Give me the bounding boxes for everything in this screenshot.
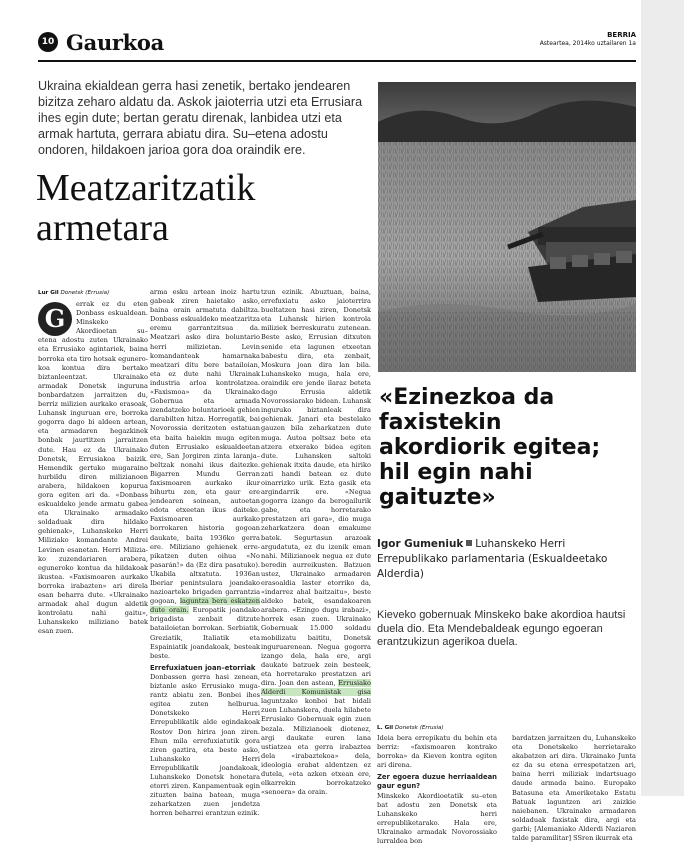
article-column-1 bbox=[38, 300, 148, 636]
article-photo bbox=[378, 82, 636, 372]
byline-place: Donetsk (Errusia) bbox=[60, 290, 110, 296]
dropcap-letter: G bbox=[38, 302, 72, 336]
article-column-2 bbox=[150, 288, 260, 818]
article-column-3 bbox=[261, 288, 371, 797]
interview-byline bbox=[377, 725, 444, 731]
headline-line-1: Meatzaritzatik bbox=[36, 167, 256, 209]
page-gutter bbox=[641, 0, 684, 796]
article-lead: Ukraina ekialdean gerra hasi zenetik, bertako jendearen bizitza zeharo aldatu da. Askok jaioterria utzi eta Errusiara ihes egin dute; bertan geratu direnak, lanbidea utzi eta armak hartuta, gerrara abiatu dira. Su–etena adostu ondoren, hildakoen jarioa gora doa oraindik ere. bbox=[38, 79, 363, 157]
column-2-part-a: arma esku artean inoiz hartu gabeak ziren haietako asko, baina orain armatuta dabiltza. Donbass eskualdeko meatzaritza eremu garrantzitsua da. Meatzari asko dira boluntario herri milizietan. Levin komandanteak hamarnaka meatzari ditu bere batailoian, eta ez dute nahi Ukrainak industria arloa kontrolatzea. «Faxismoa» da Ukrainako Gobernua eta armada izendatzeko boluntarioek gehien darabilten hitza. Horregatik, bai Novorossia deritzoten estatuan eta baita haiekin muga egiten duten Errusiako eskualdeetan ere, San Jorgiren zinta laranja–beltzak nonahi ikus daitezke. Bigarren Mundu Gerran faxismoaren aurkako ikur bihurtu zen, eta gaur ere jendearen soinean, autoetan edota etxeetan ikus daiteke. Faxismoaren aurkako borrokaren historia gogoan daukate, baita 1936ko gerra ere. Miliziano gehienek errepikatzen duten oihua «No pasarán!» da (Ez dira pasatuko). Ukabila altxatuta. 1936an Iberiar penintsulara joandako nazioarteko brigaden garrantzia gogoan, bbox=[150, 288, 260, 606]
interview-speaker bbox=[377, 537, 637, 582]
column-3-text bbox=[261, 288, 371, 797]
column-3-highlight: Errusiako Alderdi Komunistak gisa bbox=[261, 679, 371, 697]
article-headline bbox=[36, 168, 366, 248]
headline-line-2: armetara bbox=[36, 207, 169, 249]
square-bullet-icon bbox=[466, 540, 472, 546]
page-header bbox=[38, 30, 636, 58]
column-2-text bbox=[150, 288, 260, 661]
interview-column-2 bbox=[512, 734, 636, 843]
interview-byline-author: L. Gil bbox=[377, 725, 394, 731]
interview-question: Zer egoera duzue herriaaldean gaur egun? bbox=[377, 773, 497, 791]
article-byline bbox=[38, 290, 109, 296]
column-3-part-b: laguntzako konboi bat bidali zuen Luhanskera, duela hilabete Errusiako Gobernuak egin zuen bezala. Milizianoek diotenez, argi daukate euren lana ustiatzea eta gerra irabaztea dela «irabaztekoa» dela, ideologia erabat aldentzen ez dutela, «eta azken etxean ere, elkarrekin borrokatzeko «senoera» da orain. bbox=[261, 697, 371, 797]
column-2-part-b: Europatik joandako brigadista zenbait ditzute batailoietan borrokan. Serbiatik, Greziatik, Italiatik eta Espainiatik joandakoak, besteak beste. bbox=[150, 606, 260, 660]
column-3-part-a: tzun ezinik. Abuztuan, baina, errefuxiatu asko jaioterrira bueltatzen hasi ziren, Donetsk eta Luhansk hirien kontrola miliziek berreskuratu zutenean. Beste asko, Errusian ditxuten senide eta lagunen etxeetan babestu dira, eta zenbait, Moskura joan dira lan bila. Luhanskeko muga, hala ere, oraindik ere jende ilaraz beteta dago Errusia aldetik Novorossiarako bidean. Luhansk inguruko biztanleak dira gehienak. Janari eta bestelako gauzen bila zeharkatzen dute muga. Autoa poltsaz bete eta atzera etxerako bidea egiten dute. Luhansken saltoki gehienak itxita daude, eta hiriko zati handi batean ez dute oinarrizko urik. Ezta gasik eta argindarrik ere. «Negua gogorra izango da berogailurik gabe, eta horretarako prestatzen ari gara», dio muga zeharkatzera doan emakume batek. Segurtasun arazoak argudatuta, ez du izenik eman nahi. Milizianoek negua ez dute beredin aurreikusten. Batzuen ustez, Ukrainako armadaren erasoaldia laster etorriko da, «indarrez ahal baitzaitu», beste aldeko batek, esandakoaren arabera. «Ezingo dugu irabazi», horrek esan zuen. Ukrainako Gobernuak 15.000 soldadu mobilizatu baititu, Donetsk inguruarenean. Negua gogorra izango dela, hala ere, argi daukate batzuek zein besteek, eta horretarako prestatzen ari dira. Joan den astean, bbox=[261, 288, 371, 688]
column-2-highlight: laguntza bera eskatzen dute orain. bbox=[150, 597, 260, 615]
interview-column-1-text: Ideia bera errepikatu du behin eta berriz: «faxismoaren kontrako borroka» da Kieven kontra egiten ari direna. bbox=[377, 734, 497, 770]
photo-tank-in-field bbox=[378, 82, 636, 372]
issue-date: Asteartea, 2014ko uztailaren 1a bbox=[539, 40, 636, 47]
subheading-refugees: Errefuxiatuen joan–etorriak bbox=[150, 663, 256, 672]
interview-byline-place: Donetsk (Errusia) bbox=[394, 725, 444, 731]
interview-quote: «Ezinezkoa da faxistekin akordiorik egitea; hil egin nahi gaituzte» bbox=[379, 385, 601, 510]
byline-author: Lur Gil bbox=[38, 290, 59, 296]
column-1-text: errak ez du eten Donbass eskualdean. Minskeko Akordioetan su–etena adostu zuten Ukrainako eta Errusiako agintariek, baina borroka eta tiro hotsak egunero-koa kontua dira bertako biztanleentzat. Ukrainako armadak Donetsk inguruna bonbardatzen jarraitzen du, berriz milizien aurkako erasoak, Luhansk inguruan ere, borroka gogorra dago bi aldeen artean, eta armadaren hegazkinek bonbak jaurtitzen jarraitzen dute. Hau ez da Ukrainako Donetsk, Errusiakoa baizik. Hemendik gertuko mugaraino hurbildu diren milizianoen arabera, hildakoen kopurua gora egiten ari da. «Donbass eskualdeko jende armatu gabea eta Ukrainako armadako soldaduak dira hildako gehienak», Luhanskeko Herri Miliziako komandante Andrei Levinen esanetan. Herri Miliziako zuzendariaren arabera, eguneroko kontua da hildakoak ikustea. «Faxismoaren aurkako borroka irabazten» ari direla esan beharra dute. «Ukrainako armadak ahal dugun aldetik kontrolatu nahi gaitu», Luhanskeko miliziano batek esan zuen. bbox=[38, 300, 148, 636]
interview-column-1 bbox=[377, 734, 497, 846]
interview-column-1-text-b: Minskeko Akordioetatik su–eten bat adostu zen Donetsk eta Luhanskeko herri errepubliketarako. Hala ere, Ukrainako armadak Novorossiako lurraldea bon bbox=[377, 791, 497, 846]
speaker-role: Luhanskeko Herri Errepublikako parlamentaria (Eskualdeetako Alderdia) bbox=[377, 538, 608, 580]
section-title: Gaurkoa bbox=[66, 30, 164, 55]
column-2-text-b: Donbassen gerra hasi zenean, biztanle asko Errusiako mugarantz abiatu zen. Bonbei ihes egitea zuten helburua. Donetskeko Herri Errepublikatik alde egindakoak Rostov Don hirira joan ziren. Ehun mila errefuxiatutik gora ziren gaztira, eta beste asko, Luhanskeko Herri Errepublikatik joandakoak, Luhanskeko Donetsk honetara etorri ziren. Kanpamentuak egin zituzten baina batean, muga zeharkatzen zuen jendetza horren beharrei erantzun ezinik. bbox=[150, 672, 260, 818]
newspaper-name: BERRIA bbox=[607, 31, 636, 39]
interview-summary: Kieveko gobernuak Minskeko bake akordioa hautsi duela dio. Eta Mendebaldeak egungo egoeran erantzukizun agerikoa duela. bbox=[377, 609, 626, 649]
interview-column-2-text: bardatzen jarraitzen du, Luhanskeko eta Donetskeko herrietarako akabatzen ari dira. Ukrainako Junta ez da su etena errespetatzen ari, baina herri miliziak indartsuago daude armada baino. Europako Batasuna eta Ameriketako Estatu Batuak laguntzen ari zaizkie naiebanen. Ukrainako armadaren soldaduak faxistak dira, argi eta garbi; [Alemaniako Alderdi Naziaren talde paramilitar] SSren ikurrak eta bbox=[512, 734, 636, 843]
speaker-name: Igor Gumeniuk bbox=[377, 538, 464, 550]
page-number: 10 bbox=[38, 32, 58, 52]
header-rule bbox=[38, 60, 636, 62]
